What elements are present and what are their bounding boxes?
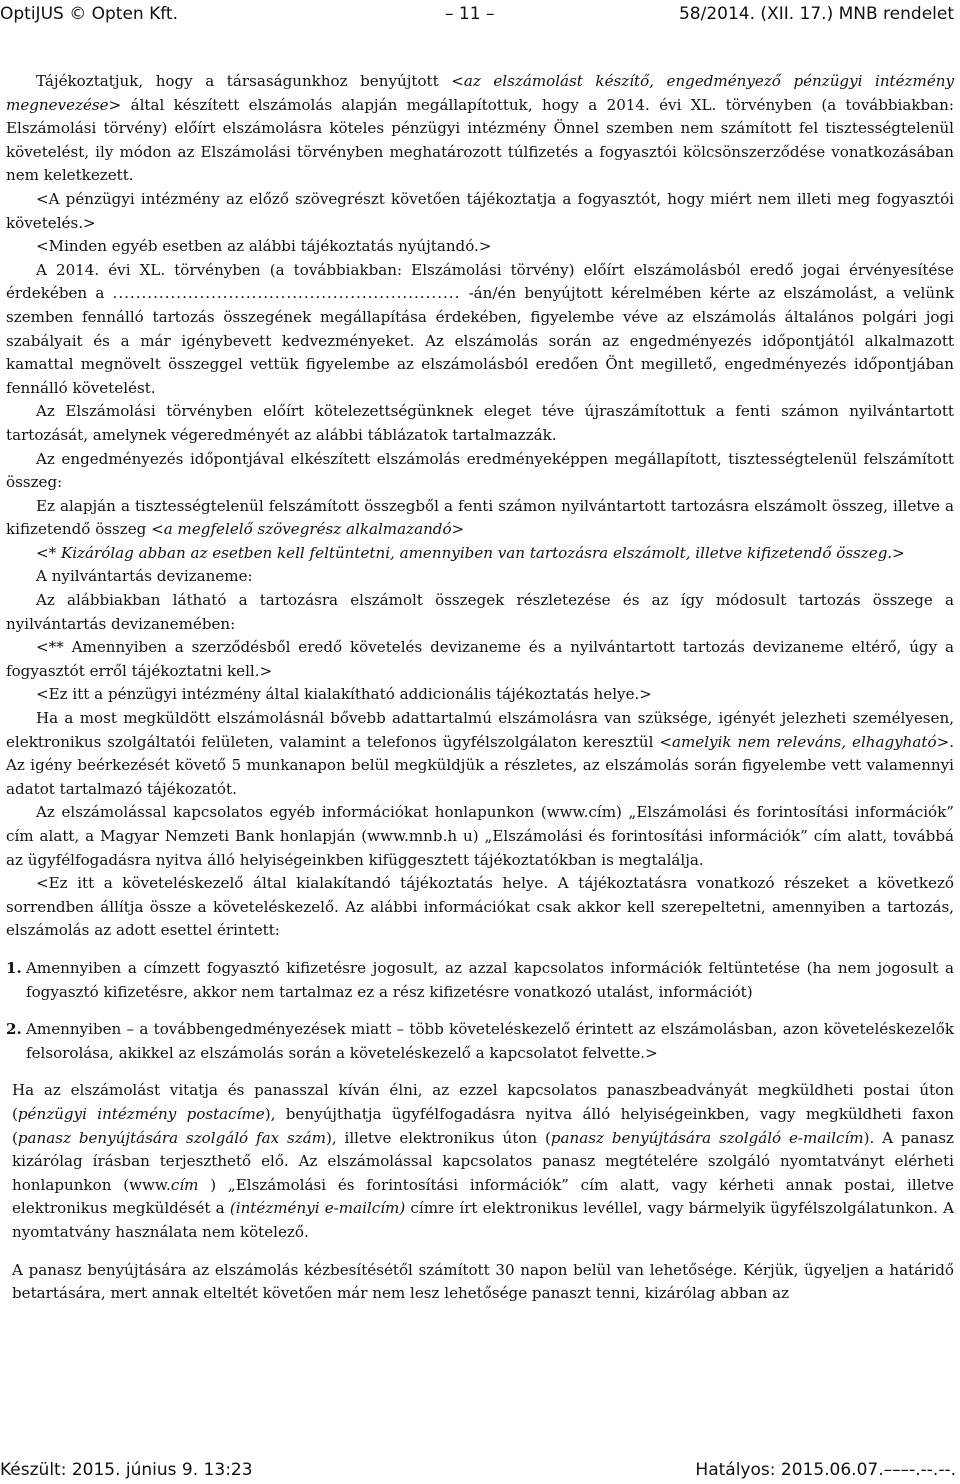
document-body	[6, 70, 954, 1306]
list-item-text: Amennyiben a címzett fogyasztó kifizetésre jogosult, az azzal kapcsolatos információk feltüntetése (ha nem jogosult a fogyasztó kifizetésre, akkor nem tartalmaz ez a rész kifizetésre vonatkozó utalást, információt)	[26, 958, 954, 1001]
complaint-paragraph: Ha az elszámolást vitatja és panasszal kíván élni, az ezzel kapcsolatos panaszbeadványát megküldheti postai úton (pénzügyi intézmény postacíme), benyújthatja ügyfélfogadásra nyitva álló helyiségeinkben, vagy megküldheti faxon (panasz benyújtására szolgáló fax szám), illetve elektronikus úton (panasz benyújtására szolgáló e-mailcím). A panasz kizárólag írásban terjeszthető elő. Az elszámolással kapcsolatos panasz megtételére szolgáló nyomtatványt elérheti honlapunkon (www.cím ) „Elszámolási és forintosítási információk” cím alatt, vagy kérheti annak postai, illetve elektronikus megküldését a (intézményi e-mailcím) címre írt elektronikus levéllel, vagy bármelyik ügyfélszolgálatunkon. A nyomtatvány használata nem kötelező.	[12, 1081, 954, 1241]
paragraph: <Ez itt a követeléskezelő által kialakítandó tájékoztatás helye. A tájékoztatásra vonatkozó részeket a következő sorrendben állítja össze a követeléskezelő. Az alábbi információkat csak akkor kell szerepeltetni, amennyiben a tartozás, elszámolás az adott esettel érintett:	[6, 874, 954, 940]
paragraph: Ha a most megküldött elszámolásnál bővebb adattartalmú elszámolásra van szüksége, igényét jelezheti személyesen, elektronikus szolgáltatói felületen, valamint a telefonos ügyfélszolgálaton keresztül <amelyik nem releváns, elhagyható>. Az igény beérkezését követő 5 munkanapon belül megküldjük a részletes, az elszámolás során figyelembe vett valamennyi adatot tartalmazó tájékozatót.	[6, 709, 955, 798]
regulation-title: 58/2014. (XII. 17.) MNB rendelet	[678, 4, 954, 24]
created-date: Készült: 2015. június 9. 13:23	[0, 1460, 253, 1480]
paragraph: Az alábbiakban látható a tartozásra elszámolt összegek részletezése és az így módosult tartozás összege a nyilvántartás devizanemében:	[6, 591, 954, 633]
paragraph: A 2014. évi XL. törvényben (a továbbiakban: Elszámolási törvény) előírt elszámolásból eredő jogai érvényesítése érdekében a ............................................................ -án/én benyújtott kérelmében kérte az elszámolást, a velünk szemben fennálló tartozás összegének megállapítása érdekében, figyelembe véve az elszámolás általános polgári jogi szabályait és a már igénybevett kedvezményeket. Az elszámolás során az engedményezés időpontjától alkalmazott kamattal megnövelt összeggel vettük figyelembe az elszámolásból eredően Önt megillető, engedményezés időpontjában fennálló követelést.	[6, 260, 954, 397]
paragraph: Tájékoztatjuk, hogy a társaságunkhoz benyújtott <az elszámolást készítő, engedményező pénzügyi intézmény megnevezése> által készített elszámolás alapján megállapítottuk, hogy a 2014. évi XL. törvényben (a továbbiakban: Elszámolási törvény) előírt elszámolásra köteles pénzügyi intézmény Önnel szemben nem számított fel tisztességtelenül követelést, ily módon az Elszámolási törvényben meghatározott túlfizetés a fogyasztói kölcsönszerződése vonatkozásában nem keletkezett.	[6, 72, 954, 185]
paragraph: Az Elszámolási törvényben előírt kötelezettségünknek eleget téve újraszámítottuk a fenti számon nyilvántartott tartozását, amelynek végeredményét az alábbi táblázatok tartalmazzák.	[6, 402, 954, 444]
paragraph: Az engedményezés időpontjával elkészített elszámolás eredményeképpen megállapított, tisztességtelenül felszámított összeg:	[6, 449, 954, 492]
paragraph: A nyilvántartás devizaneme:	[36, 567, 253, 586]
list-item-number: 2.	[6, 1020, 22, 1039]
page-footer	[0, 1458, 960, 1484]
list-item	[6, 1018, 954, 1065]
effective-date: Hatályos: 2015.06.07.–––-.--.--.	[695, 1460, 956, 1480]
paragraph: <Ez itt a pénzügyi intézmény által kialakítható addicionális tájékoztatás helye.>	[36, 685, 652, 704]
list-item	[6, 957, 954, 1004]
complaint-deadline-paragraph: A panasz benyújtására az elszámolás kézbesítésétől számított 30 napon belül van lehetősége. Kérjük, ügyeljen a határidő betartására, mert annak elteltét követően már nem lesz lehetősége panaszt tenni, kizárólag abban az	[12, 1260, 954, 1303]
paragraph: <A pénzügyi intézmény az előző szövegrészt követően tájékoztatja a fogyasztót, hogy miért nem illeti meg fogyasztói követelés.>	[6, 189, 954, 232]
list-item-text: Amennyiben – a továbbengedményezések miatt – több követeléskezelő érintett az elszámolásban, azon követeléskezelők felsorolása, akikkel az elszámolás során a követeléskezelő a kapcsolatot felvette.>	[26, 1020, 954, 1062]
footnote-paragraph: <* Kizárólag abban az esetben kell feltüntetni, amennyiben van tartozásra elszámolt, illetve kifizetendő összeg.>	[36, 543, 905, 562]
publisher-label: OptiJUS © Opten Kft.	[0, 4, 178, 24]
page-number: – 11 –	[445, 4, 495, 24]
paragraph: <Minden egyéb esetben az alábbi tájékoztatás nyújtandó.>	[36, 237, 492, 256]
page-header	[0, 4, 960, 26]
paragraph: Az elszámolással kapcsolatos egyéb információkat honlapunkon (www.cím) „Elszámolási és forintosítási információk” cím alatt, a Magyar Nemzeti Bank honlapján (www.mnb.h u) „Elszámolási és forintosítási információk” cím alatt, továbbá az ügyfélfogadásra nyitva álló helyiségeinkben kifüggesztett tájékoztatókban is megtalálja.	[6, 803, 954, 869]
paragraph: Ez alapján a tisztességtelenül felszámított összegből a fenti számon nyilvántartott tartozásra elszámolt összeg, illetve a kifizetendő összeg <a megfelelő szövegrész alkalmazandó>	[6, 496, 954, 539]
list-item-number: 1.	[6, 958, 22, 977]
footnote-paragraph: <** Amennyiben a szerződésből eredő követelés devizaneme és a nyilvántartott tartozás devizaneme eltérő, úgy a fogyasztót erről tájékoztatni kell.>	[6, 638, 954, 680]
